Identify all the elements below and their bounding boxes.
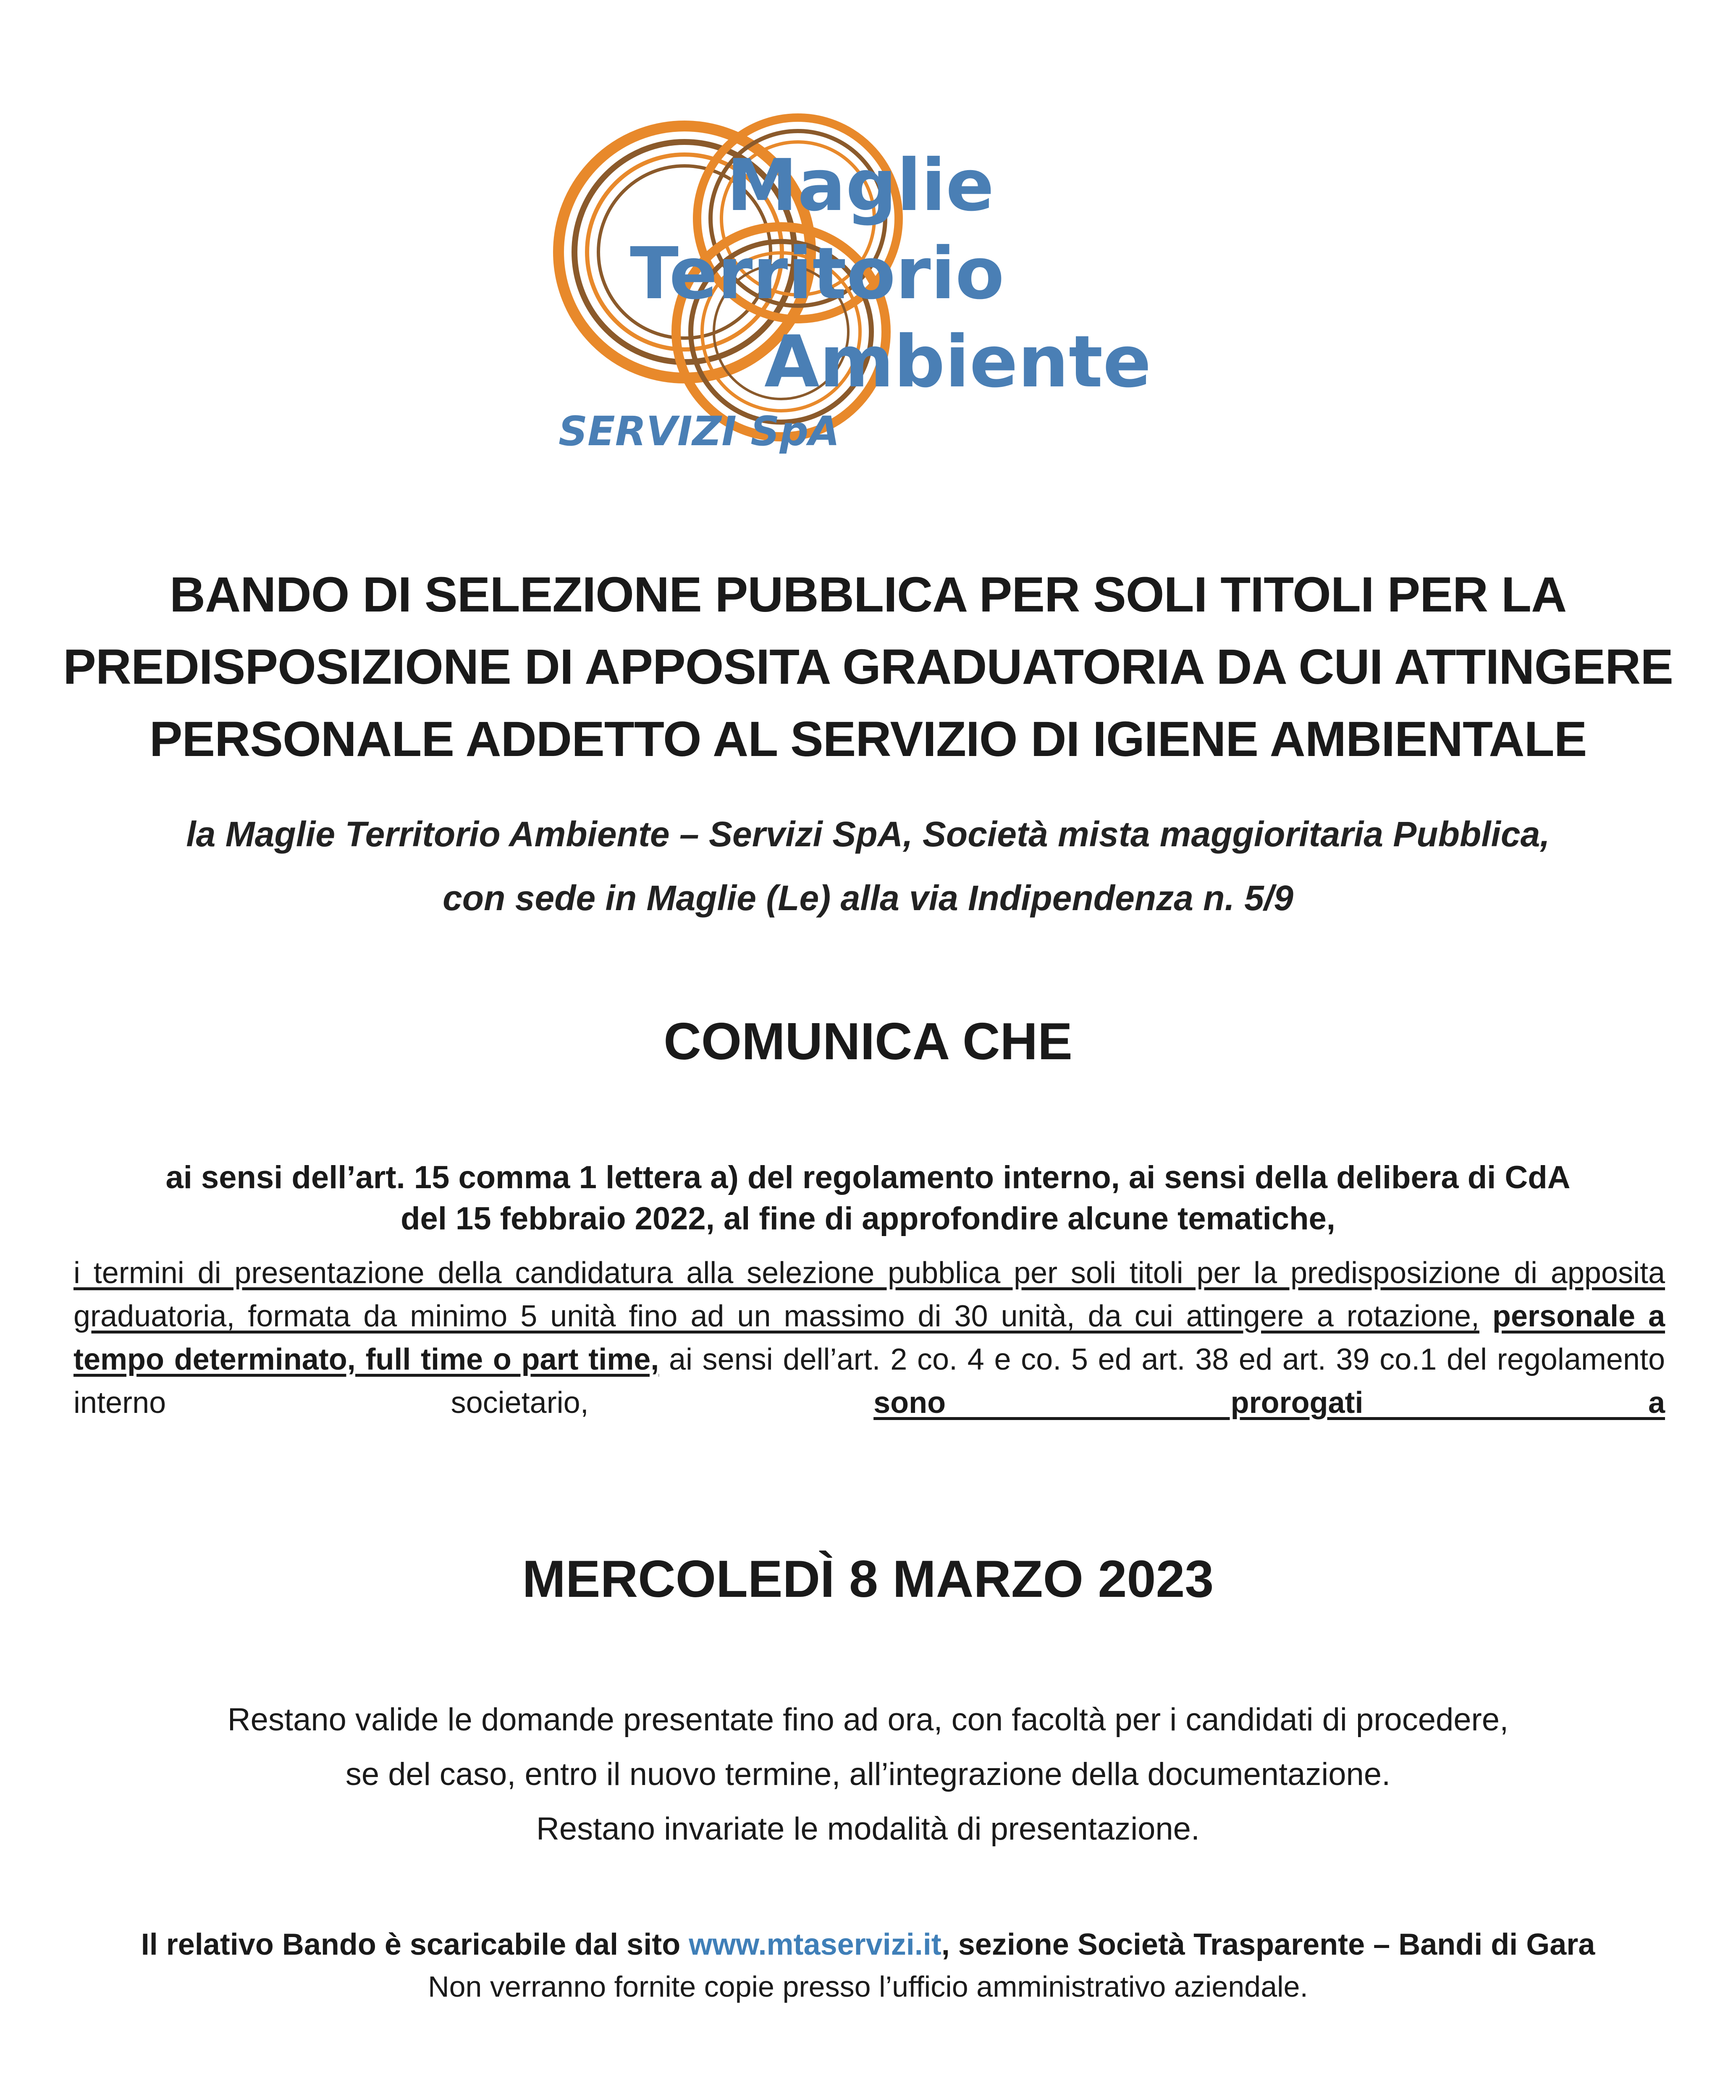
company-description — [50, 802, 1686, 930]
body-part-2: personale a tempo determinato, full time o part time, — [73, 1299, 1665, 1376]
title-line-1: BANDO DI SELEZIONE PUBBLICA PER SOLI TITOLI PER LA — [169, 567, 1567, 622]
subtitle-line-1: la Maglie Territorio Ambiente – Servizi SpA, Società mista maggioritaria Pubblica, — [186, 814, 1550, 854]
body-part-3: ai sensi dell’art. 2 co. 4 e co. 5 ed art. 38 ed art. 39 co.1 del regolamento interno societario, — [73, 1343, 1665, 1420]
logo-line-3: Ambiente — [764, 320, 1151, 404]
deadline-date: MERCOLEDÌ 8 MARZO 2023 — [522, 1550, 1214, 1608]
website-link[interactable]: www.mtaservizi.it — [689, 1928, 941, 1961]
company-logo — [546, 113, 1201, 462]
notice-title — [50, 559, 1686, 775]
title-line-2: PREDISPOSIZIONE DI APPOSITA GRADUATORIA DA CUI ATTINGERE — [63, 639, 1673, 695]
no-copies-note: Non verranno fornite copie presso l’ufficio amministrativo aziendale. — [428, 1970, 1308, 2003]
intro-line-2: del 15 febbraio 2022, al fine di approfondire alcune tematiche, — [401, 1201, 1335, 1236]
logo-graphic — [546, 113, 1201, 462]
logo-line-4: SERVIZI SpA — [559, 408, 840, 455]
notes-line-3: Restano invariate le modalità di presentazione. — [536, 1811, 1200, 1847]
subtitle-line-2: con sede in Maglie (Le) alla via Indipendenza n. 5/9 — [443, 878, 1293, 918]
body-part-4: sono prorogati a — [873, 1386, 1665, 1420]
notes-line-2: se del caso, entro il nuovo termine, all’integrazione della documentazione. — [345, 1756, 1391, 1792]
title-line-3: PERSONALE ADDETTO AL SERVIZIO DI IGIENE AMBIENTALE — [149, 711, 1587, 767]
notes-paragraph — [50, 1693, 1686, 1856]
logo-line-1: Maglie — [726, 144, 994, 227]
intro-line-1: ai sensi dell’art. 15 comma 1 lettera a) del regolamento interno, ai sensi della delibera di CdA — [165, 1160, 1571, 1195]
section-heading: COMUNICA CHE — [663, 1013, 1073, 1071]
download-info — [50, 1924, 1686, 1966]
logo-line-2: Territorio — [630, 232, 1004, 315]
download-prefix: Il relativo Bando è scaricabile dal sito — [141, 1928, 689, 1961]
intro-paragraph — [50, 1157, 1686, 1239]
download-suffix: , sezione Società Trasparente – Bandi di Gara — [941, 1928, 1595, 1961]
notes-line-1: Restano valide le domande presentate fino ad ora, con facoltà per i candidati di procedere, — [227, 1702, 1509, 1738]
body-part-1: i termini di presentazione della candidatura alla selezione pubblica per soli titoli per la predisposizione di apposita graduatoria, formata da minimo 5 unità fino ad un massimo di 30 unità, da cui attingere a rotazione, — [73, 1256, 1665, 1333]
body-paragraph — [73, 1252, 1665, 1425]
